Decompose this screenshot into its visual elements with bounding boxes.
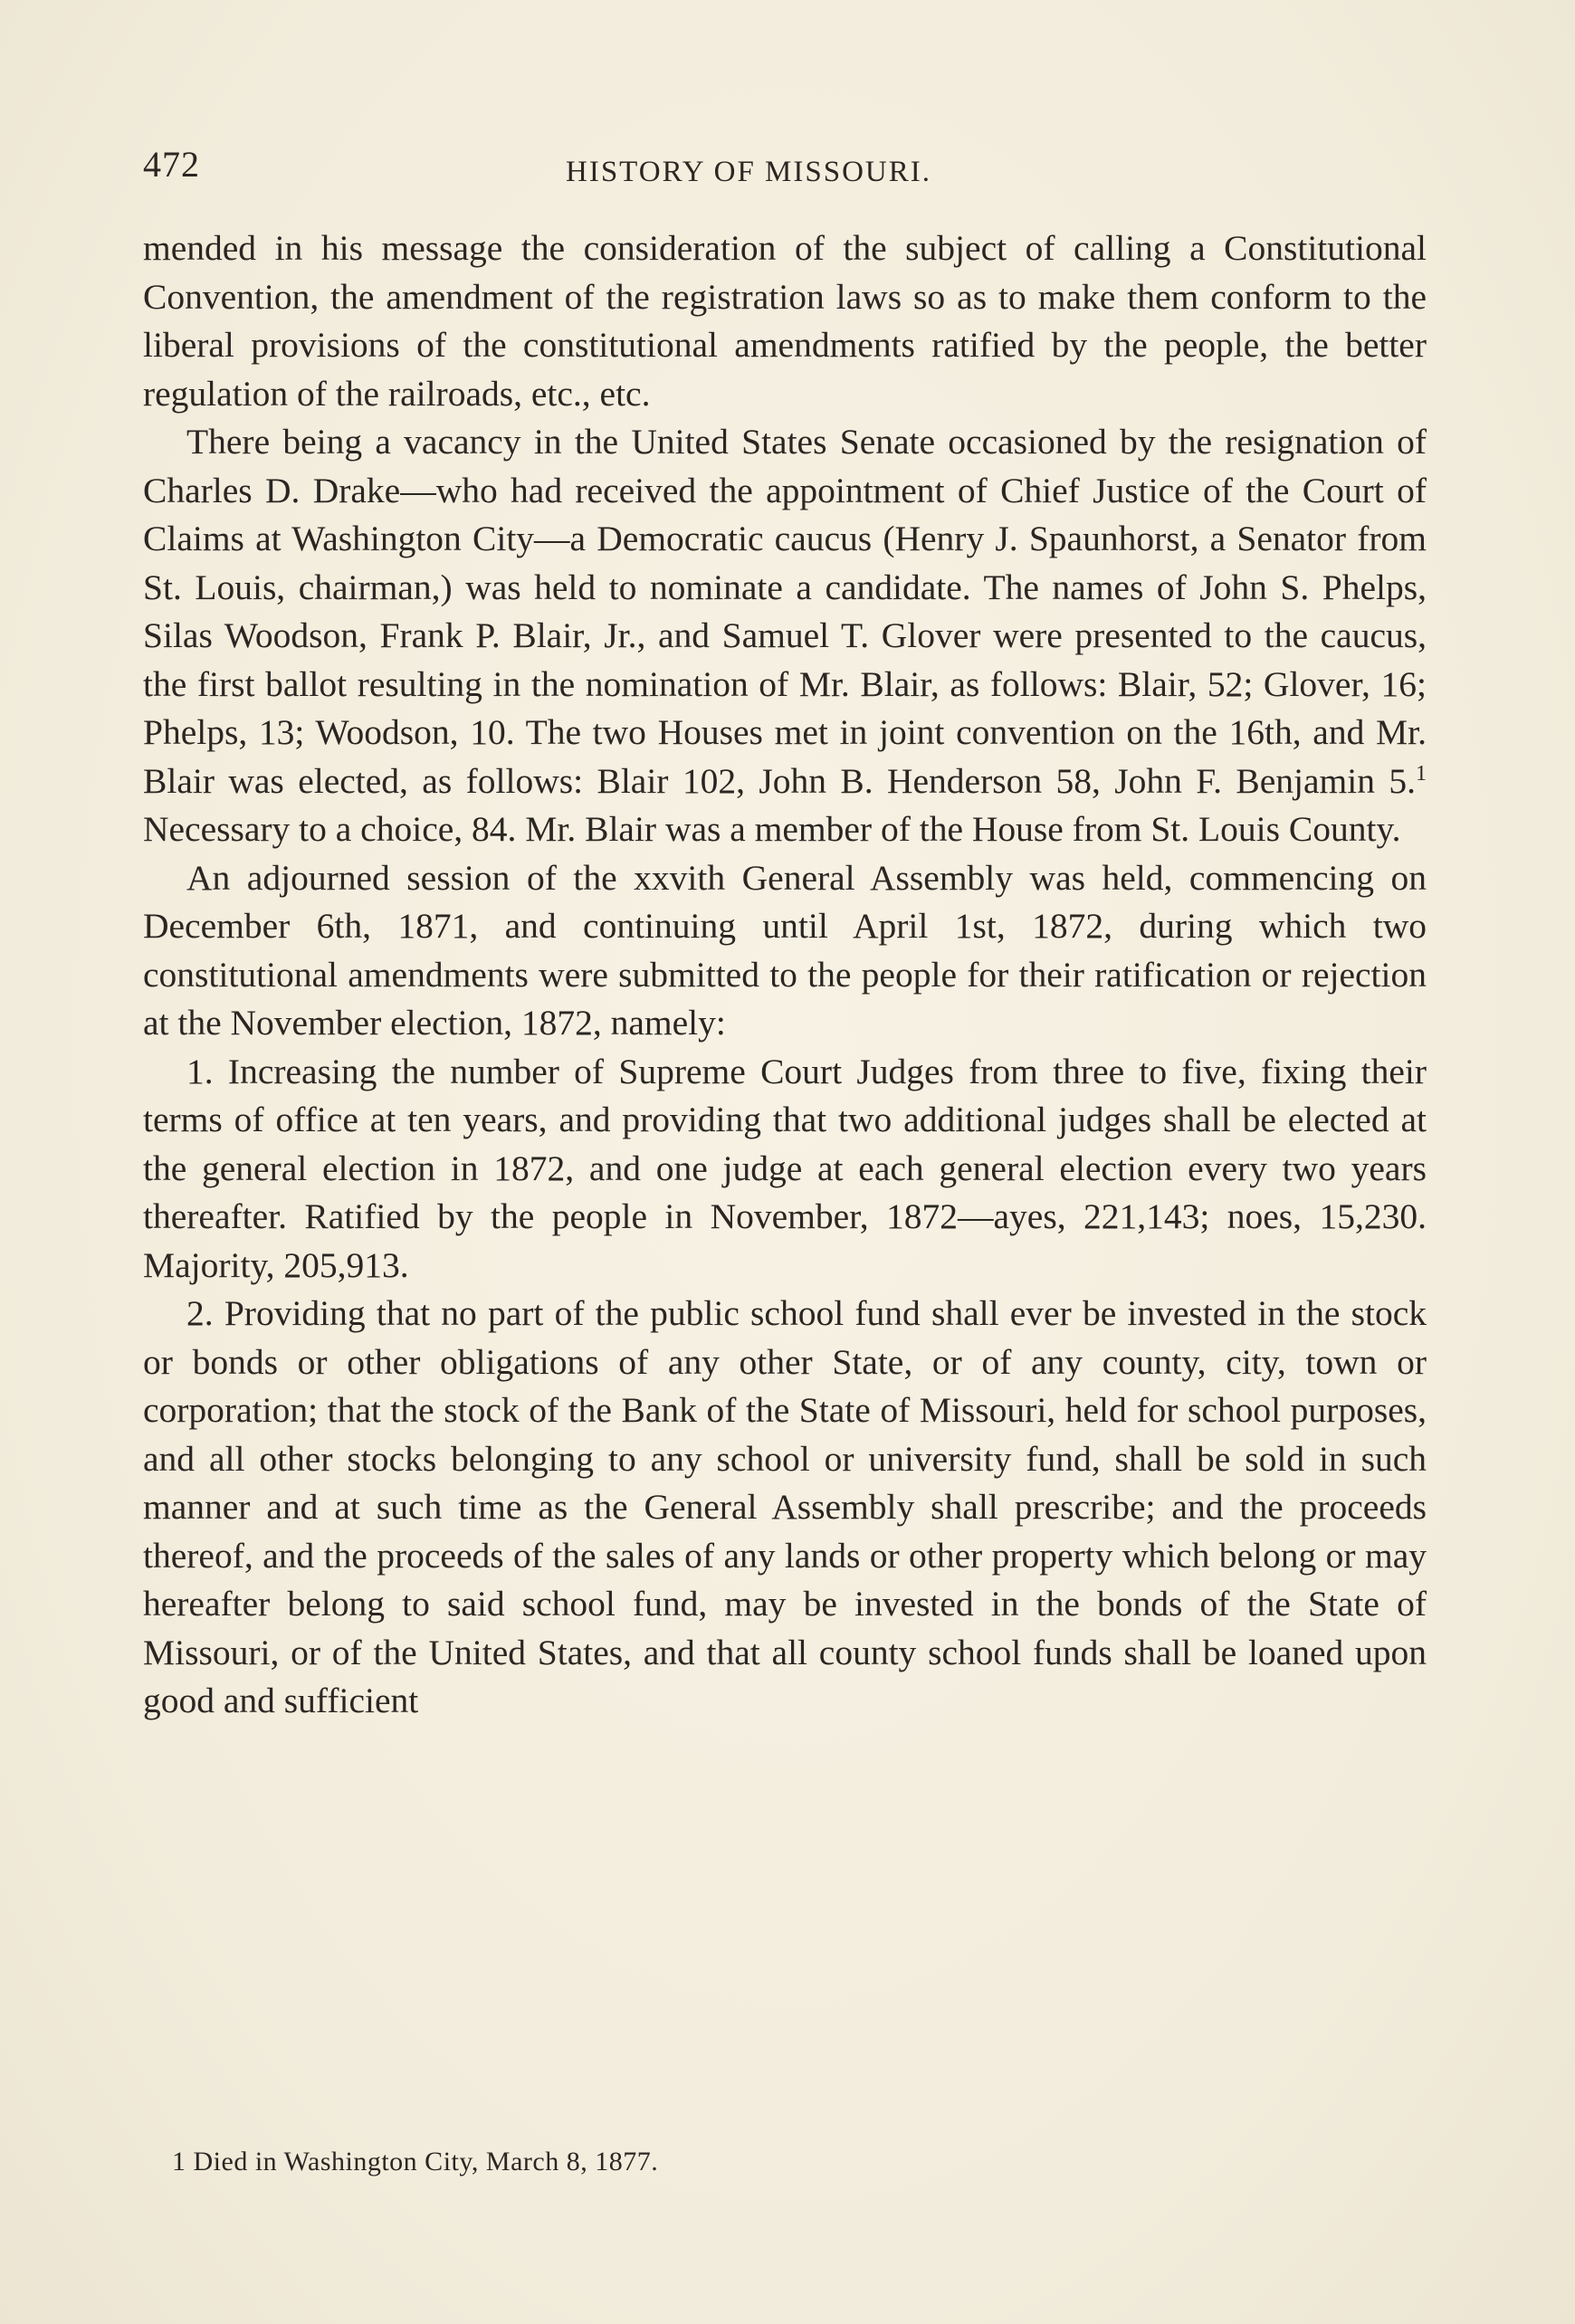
- paragraph-text: There being a vacancy in the United States Senate occasioned by the resignation of Charles D. Drake—who had received the appointment of Chief Justice of the Court of Claims at Washington City—a Democratic caucus (Henry J. Spaunhorst, a Senator from St. Louis, chairman,) was held to nominate a candidate. The names of John S. Phelps, Silas Woodson, Frank P. Blair, Jr., and Samuel T. Glover were presented to the caucus, the first ballot resulting in the nomination of Mr. Blair, as follows: Blair, 52; Glover, 16; Phelps, 13; Woodson, 10. The two Houses met in joint convention on the 16th, and Mr. Blair was elected, as follows: Blair 102, John B. Henderson 58, John F. Benjamin 5.: [143, 422, 1427, 801]
- amendment-item-2: [143, 1290, 1427, 1726]
- item-number: 1.: [186, 1051, 214, 1091]
- paragraph-senate-vacancy: [143, 418, 1427, 854]
- item-text: Providing that no part of the public school fund shall ever be invested in the stock or bonds or other obligations of any other State, or of any county, city, town or corporation; that the stock of the Bank of the State of Missouri, held for school purposes, and all other stocks belonging to any school or university fund, shall be sold in such manner and at such time as the General Assembly shall prescribe; and the proceeds thereof, and the proceeds of the sales of any lands or other property which belong or may hereafter belong to said school fund, may be invested in the bonds of the State of Missouri, or of the United States, and that all county school funds shall be loaned upon good and sufficient: [143, 1293, 1427, 1720]
- item-text: Increasing the number of Supreme Court Judges from three to five, fixing their terms of office at ten years, and providing that two additional judges shall be elected at the general election in 1872, and one judge at each general election every two years thereafter. Ratified by the people in November, 1872—ayes, 221,143; noes, 15,230. Majority, 205,913.: [143, 1051, 1427, 1285]
- paragraph-text: mended in his message the consideration of the subject of calling a Constitutional Convention, the amendment of the registration laws so as to make them conform to the liberal provisions of the constitutional amendments ratified by the people, the better regulation of the railroads, etc., etc.: [143, 228, 1427, 414]
- footnote-reference: 1: [1416, 761, 1427, 786]
- running-head: HISTORY OF MISSOURI.: [566, 156, 931, 188]
- paragraph-text-after: Necessary to a choice, 84. Mr. Blair was a member of the House from St. Louis County.: [143, 809, 1401, 849]
- paragraph-text: An adjourned session of the xxvith General Assembly was held, commencing on December 6th, 1871, and continuing until April 1st, 1872, during which two constitutional amendments were submitted to the people for their ratification or rejection at the November election, 1872, namely:: [143, 857, 1427, 1043]
- footnote-marker: 1: [172, 2147, 186, 2176]
- amendment-item-1: [143, 1048, 1427, 1291]
- item-number: 2.: [186, 1293, 214, 1333]
- page-number: 472: [143, 144, 200, 185]
- body-text: [143, 224, 1427, 1726]
- paragraph-adjourned-session: [143, 854, 1427, 1048]
- paragraph-continued: [143, 224, 1427, 418]
- footnote: [172, 2147, 658, 2177]
- footnote-text: Died in Washington City, March 8, 1877.: [193, 2147, 659, 2176]
